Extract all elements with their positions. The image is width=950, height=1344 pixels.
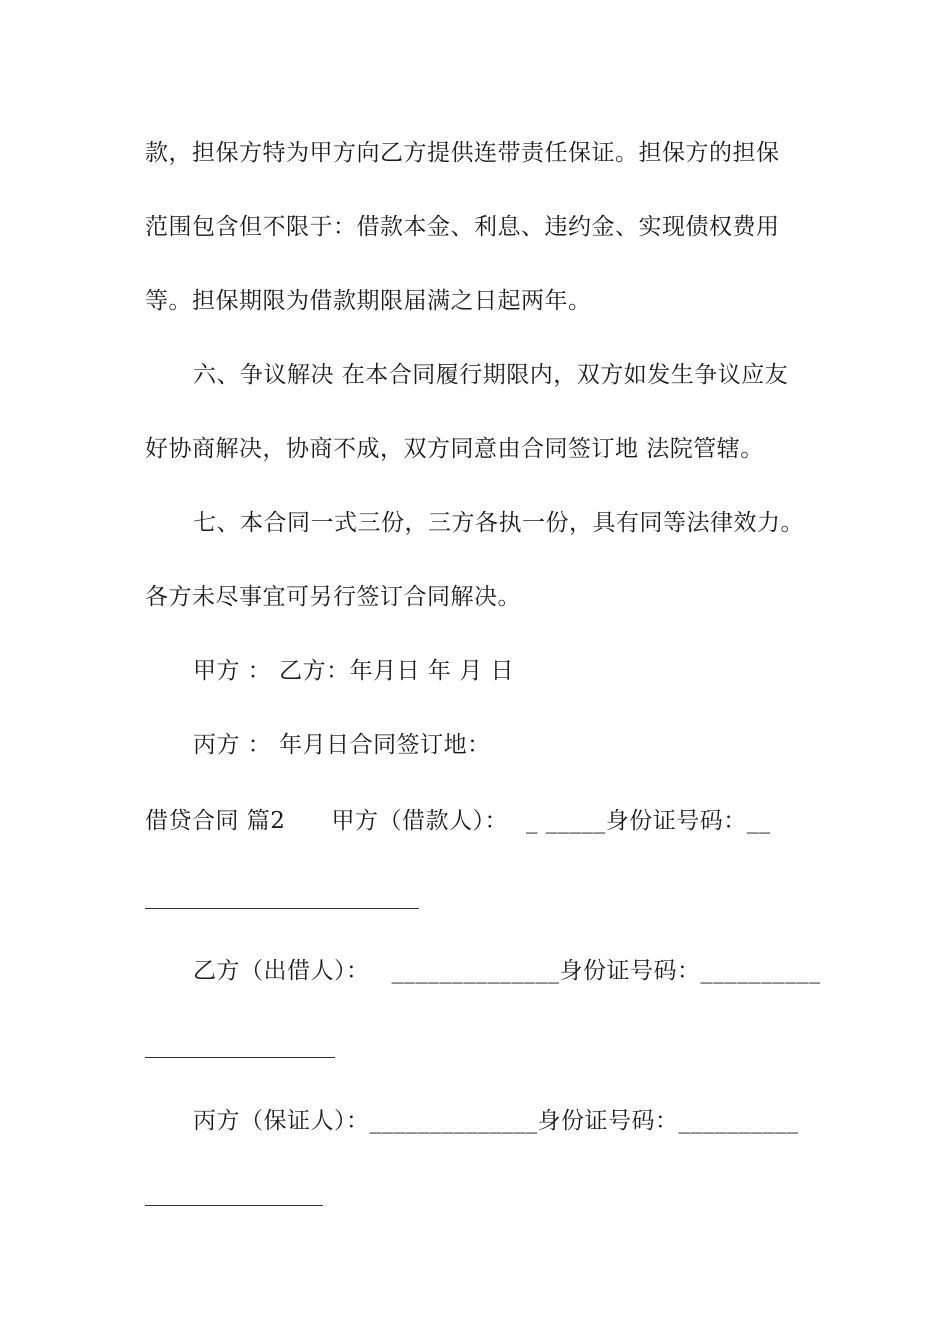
copies-clause-line-2: 各方未尽事宜可另行签订合同解决。 — [145, 584, 521, 610]
guarantor-label: 丙方（保证人）： — [193, 1108, 370, 1134]
borrower-id-continuation-rule — [145, 908, 419, 909]
dispute-clause-line-2: 好协商解决，协商不成，双方同意由合同签订地 法院管辖。 — [145, 436, 764, 462]
contract2-heading: 借贷合同 篇2 — [145, 808, 286, 834]
borrower-id-label: 身份证号码： — [605, 808, 747, 834]
guarantee-clause-line-3: 等。担保期限为借款期限届满之日起两年。 — [145, 288, 592, 314]
contract2-lender-line — [193, 956, 825, 986]
lender-id-blank: __________ — [700, 958, 821, 984]
signature-party-c: 丙方 ： 年月日合同签订地： — [193, 732, 491, 758]
guarantor-id-blank: __________ — [678, 1108, 799, 1134]
guarantor-id-label: 身份证号码： — [537, 1108, 679, 1134]
borrower-label: 甲方（借款人）： — [331, 808, 508, 834]
copies-clause-line-1: 七、本合同一式三份，三方各执一份，具有同等法律效力。 — [193, 510, 804, 536]
lender-id-label: 身份证号码： — [559, 958, 701, 984]
lender-label: 乙方（出借人）： — [193, 958, 370, 984]
lender-blank: ______________ — [391, 958, 560, 984]
guarantee-clause-line-2: 范围包含但不限于：借款本金、利息、违约金、实现债权费用 — [145, 214, 780, 240]
borrower-id-blank: __ — [746, 808, 771, 834]
guarantor-id-continuation-rule — [145, 1205, 323, 1206]
contract2-borrower-line — [145, 806, 825, 836]
guarantor-blank: ______________ — [369, 1108, 538, 1134]
guarantee-clause-line-1: 款，担保方特为甲方向乙方提供连带责任保证。担保方的担保 — [145, 140, 780, 166]
borrower-blank: _ _____ — [525, 808, 606, 834]
contract2-guarantor-line — [193, 1106, 825, 1136]
signature-party-a-b: 甲方 ： 乙方：年月日 年 月 日 — [193, 658, 515, 684]
lender-id-continuation-rule — [145, 1057, 335, 1058]
dispute-clause-line-1: 六、争议解决 在本合同履行期限内，双方如发生争议应友 — [193, 362, 789, 388]
